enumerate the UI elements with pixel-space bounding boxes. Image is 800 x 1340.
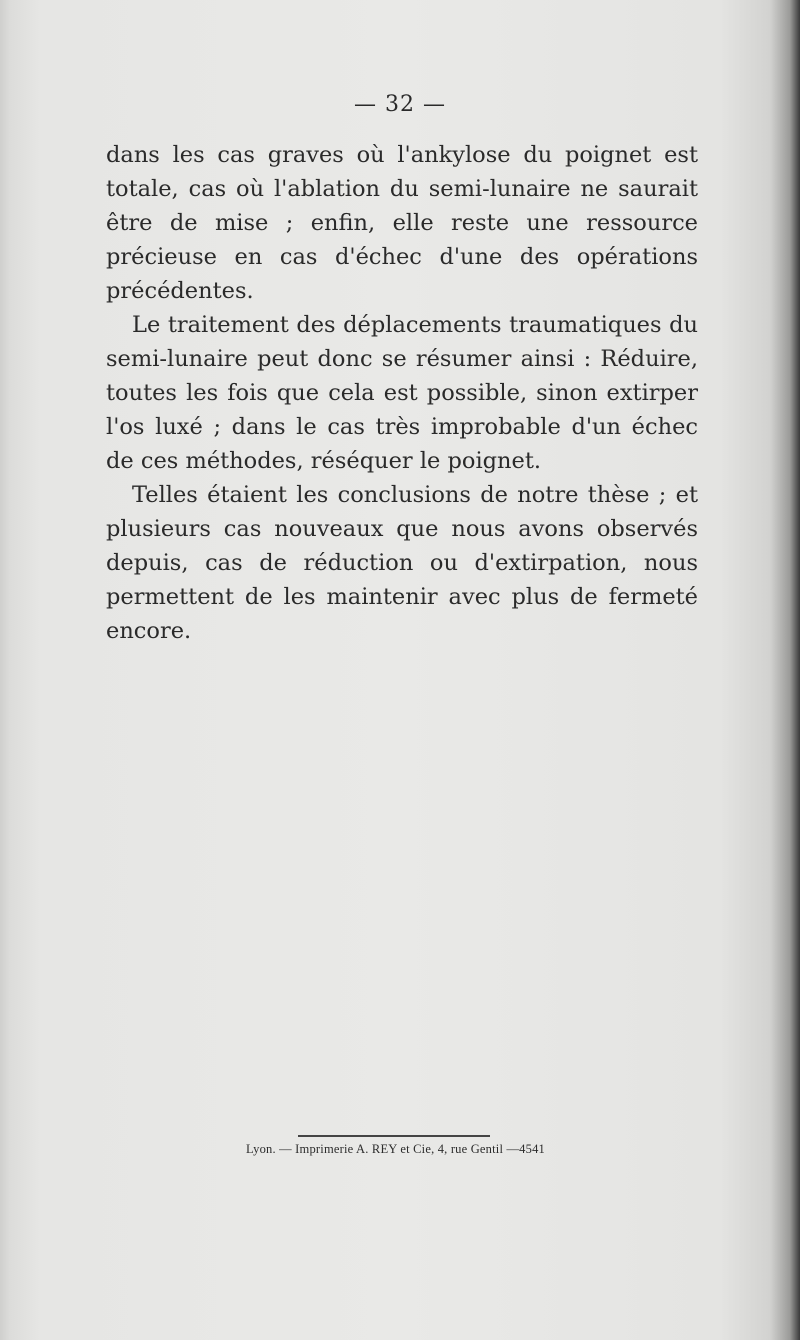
page-number: — 32 — [354,92,446,117]
paragraph-1: dans les cas graves où l'ankylose du poignet est totale, cas où l'ablation du semi-lunaire ne saurait être de mise ; enfin, elle reste une ressource précieuse en cas d'échec d'une des opérations précédentes. [106,142,698,304]
body-text [106,138,698,648]
paragraph-2: Le traitement des déplacements traumatiques du semi-lunaire peut donc se résumer ainsi : Réduire, toutes les fois que cela est possible, sinon extirper l'os luxé ; dans le cas très improbable d'un échec de ces méthodes, réséquer le poignet. [106,312,698,474]
footer-rule [298,1135,490,1137]
paragraph-3: Telles étaient les conclusions de notre thèse ; et plusieurs cas nouveaux que nous avons observés depuis, cas de réduction ou d'extirpation, nous permettent de les maintenir avec plus de fermeté encore. [106,482,698,644]
printer-imprint: Lyon. — Imprimerie A. REY et Cie, 4, rue Gentil —4541 [246,1142,545,1156]
